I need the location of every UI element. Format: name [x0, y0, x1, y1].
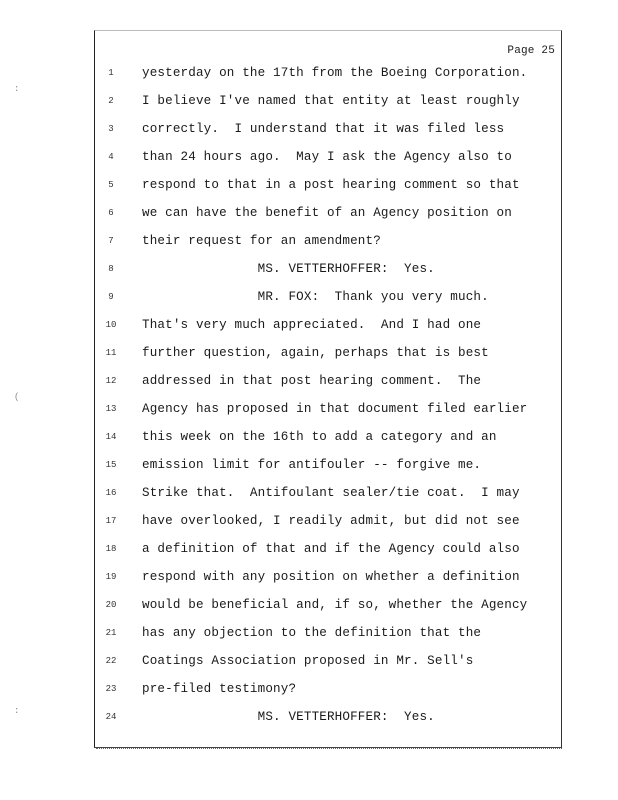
- transcript-page-frame: [94, 30, 562, 748]
- line-number: 8: [108, 264, 114, 274]
- transcript-line: respond to that in a post hearing comment so that: [142, 178, 520, 192]
- margin-punch-mark: :: [14, 706, 20, 716]
- transcript-line: That's very much appreciated. And I had one: [142, 318, 482, 332]
- line-number: 16: [105, 488, 117, 498]
- transcript-line: Agency has proposed in that document filed earlier: [142, 402, 528, 416]
- margin-punch-mark: :: [14, 84, 20, 94]
- transcript-line: this week on the 16th to add a category and an: [142, 430, 497, 444]
- line-number: 2: [108, 96, 114, 106]
- transcript-line: a definition of that and if the Agency could also: [142, 542, 520, 556]
- line-number: 9: [108, 292, 114, 302]
- line-number: 11: [105, 348, 117, 358]
- transcript-line: MR. FOX: Thank you very much.: [142, 290, 489, 304]
- line-number: 14: [105, 432, 117, 442]
- transcript-line: pre-filed testimony?: [142, 682, 297, 696]
- line-number: 23: [105, 684, 117, 694]
- line-number: 21: [105, 628, 117, 638]
- transcript-line: their request for an amendment?: [142, 234, 381, 248]
- transcript-line: respond with any position on whether a definition: [142, 570, 520, 584]
- line-number: 10: [105, 320, 117, 330]
- transcript-line: we can have the benefit of an Agency position on: [142, 206, 512, 220]
- line-number: 5: [108, 180, 114, 190]
- line-number: 22: [105, 656, 117, 666]
- transcript-line: Coatings Association proposed in Mr. Sell's: [142, 654, 474, 668]
- transcript-line: I believe I've named that entity at least roughly: [142, 94, 520, 108]
- line-number: 19: [105, 572, 117, 582]
- line-number: 18: [105, 544, 117, 554]
- line-number: 3: [108, 124, 114, 134]
- line-number: 17: [105, 516, 117, 526]
- line-number: 12: [105, 376, 117, 386]
- page-number: Page 25: [507, 45, 555, 57]
- line-number: 1: [108, 68, 114, 78]
- transcript-line: would be beneficial and, if so, whether the Agency: [142, 598, 528, 612]
- line-number: 24: [105, 712, 117, 722]
- transcript-line: MS. VETTERHOFFER: Yes.: [142, 262, 435, 276]
- margin-punch-mark: (: [14, 392, 20, 402]
- transcript-line: further question, again, perhaps that is best: [142, 346, 489, 360]
- page-bottom-rule: [96, 748, 562, 751]
- transcript-line: has any objection to the definition that the: [142, 626, 482, 640]
- transcript-line: correctly. I understand that it was filed less: [142, 122, 505, 136]
- line-number: 15: [105, 460, 117, 470]
- transcript-line: Strike that. Antifoulant sealer/tie coat. I may: [142, 486, 520, 500]
- line-number: 13: [105, 404, 117, 414]
- line-number: 6: [108, 208, 114, 218]
- transcript-line: addressed in that post hearing comment. The: [142, 374, 482, 388]
- transcript-line: emission limit for antifouler -- forgive me.: [142, 458, 482, 472]
- transcript-line: MS. VETTERHOFFER: Yes.: [142, 710, 435, 724]
- line-number: 7: [108, 236, 114, 246]
- line-number: 20: [105, 600, 117, 610]
- line-number: 4: [108, 152, 114, 162]
- transcript-line: than 24 hours ago. May I ask the Agency also to: [142, 150, 512, 164]
- transcript-line: have overlooked, I readily admit, but did not see: [142, 514, 520, 528]
- transcript-line: yesterday on the 17th from the Boeing Corporation.: [142, 66, 528, 80]
